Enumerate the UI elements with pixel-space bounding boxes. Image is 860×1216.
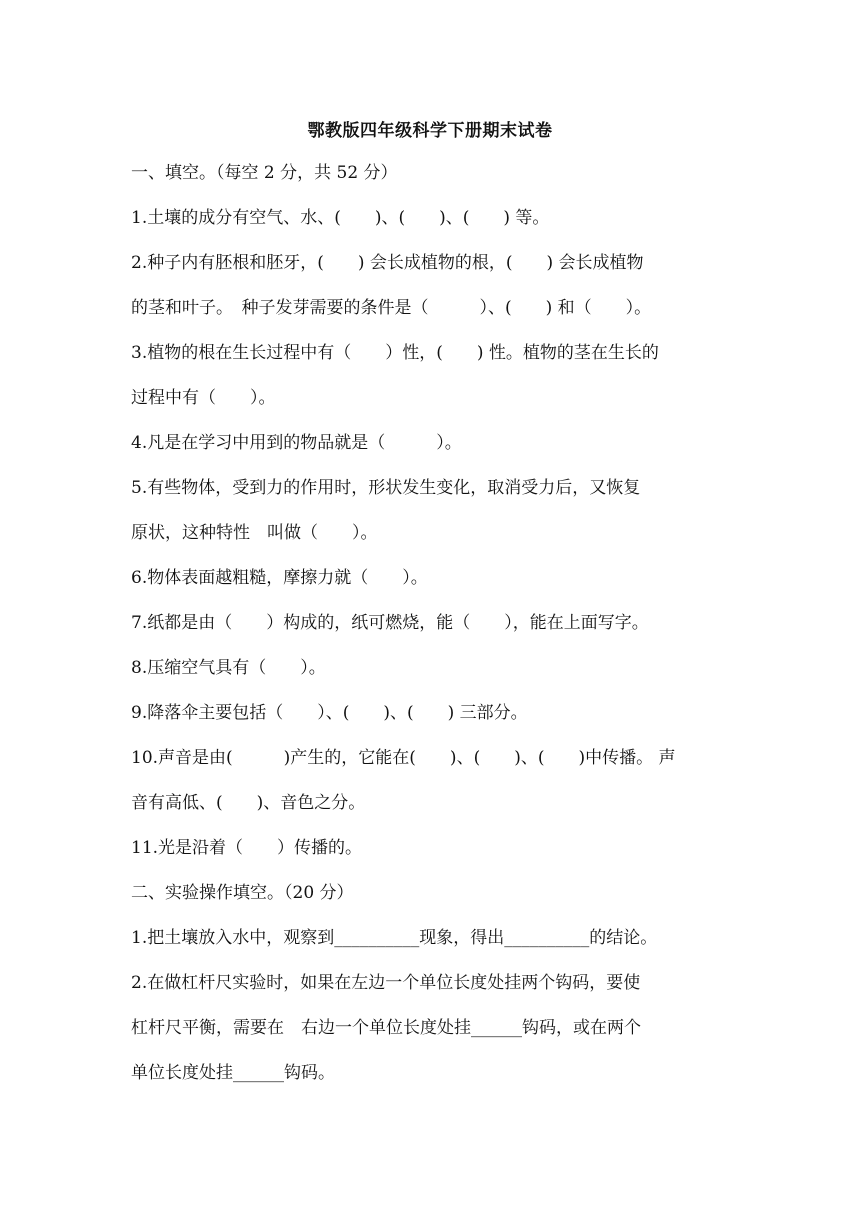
- question-line: 杠杆尺平衡，需要在 右边一个单位长度处挂______钩码，或在两个: [131, 1018, 641, 1038]
- question-line: 1.把土壤放入水中，观察到__________现象，得出__________的结论。: [131, 928, 658, 948]
- question-line: 的茎和叶子。 种子发芽需要的条件是（ ）、( ) 和（ ）。: [131, 298, 652, 318]
- question-line: 2.在做杠杆尺实验时，如果在左边一个单位长度处挂两个钩码，要使: [131, 973, 641, 993]
- question-line: 4.凡是在学习中用到的物品就是（ ）。: [131, 433, 462, 453]
- question-line: 3.植物的根在生长过程中有（ ）性，( ) 性。植物的茎在生长的: [131, 343, 659, 363]
- question-line: 11.光是沿着（ ）传播的。: [131, 838, 363, 858]
- question-line: 8.压缩空气具有（ ）。: [131, 658, 326, 678]
- question-line: 过程中有（ ）。: [131, 388, 276, 408]
- section-heading-experiment: 二、实验操作填空。（20 分）: [131, 883, 354, 903]
- question-line: 原状，这种特性 叫做（ ）。: [131, 523, 378, 543]
- question-line: 5.有些物体，受到力的作用时，形状发生变化，取消受力后，又恢复: [131, 478, 641, 498]
- question-line: 10.声音是由( )产生的，它能在( )、( )、( )中传播。 声: [131, 748, 676, 768]
- question-line: 单位长度处挂______钩码。: [131, 1063, 335, 1083]
- question-line: 6.物体表面越粗糙，摩擦力就（ ）。: [131, 568, 428, 588]
- question-line: 9.降落伞主要包括（ ）、( )、( ) 三部分。: [131, 703, 528, 723]
- page-title: 鄂教版四年级科学下册期末试卷: [307, 121, 553, 141]
- section-heading-fill-in: 一、填空。（每空 2 分，共 52 分）: [131, 163, 398, 183]
- question-line: 2.种子内有胚根和胚牙，( ) 会长成植物的根，( ) 会长成植物: [131, 253, 644, 273]
- question-line: 1.土壤的成分有空气、水、( )、( )、( ) 等。: [131, 208, 550, 228]
- question-line: 音有高低、( )、音色之分。: [131, 793, 366, 813]
- question-line: 7.纸都是由（ ）构成的，纸可燃烧，能（ ），能在上面写字。: [131, 613, 649, 633]
